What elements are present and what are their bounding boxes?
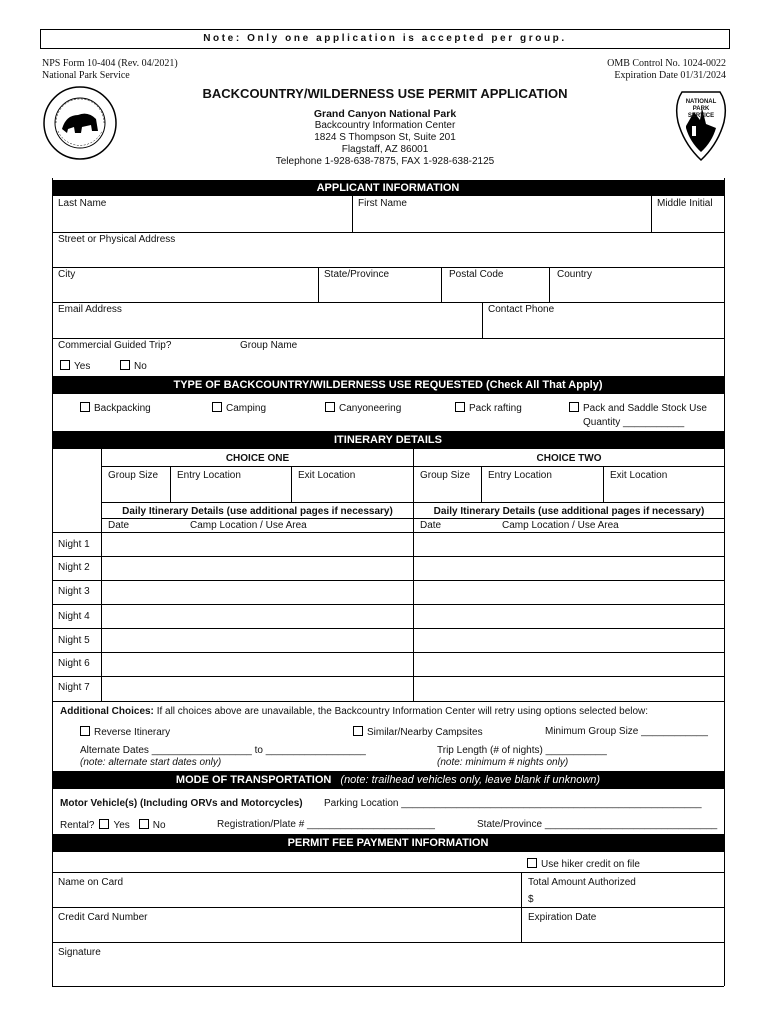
rental-yes-checkbox[interactable] [99, 819, 109, 829]
payment-heading: PERMIT FEE PAYMENT INFORMATION [52, 834, 724, 852]
vehicle-state-field[interactable]: State/Province _______________________________ [477, 819, 718, 830]
choice-two-camp-header: Camp Location / Use Area [502, 520, 619, 531]
email-field[interactable]: Email Address [58, 304, 122, 315]
office-name: Backcountry Information Center [314, 120, 456, 131]
pack-rafting-label: Pack rafting [469, 403, 522, 414]
choice-two-group-size[interactable]: Group Size [420, 470, 471, 481]
stock-use-checkbox[interactable] [569, 402, 579, 412]
choice-two-date-header: Date [420, 520, 442, 531]
night-7-label: Night 7 [58, 682, 90, 693]
postal-code-field[interactable]: Postal Code [449, 269, 504, 280]
guided-no-checkbox[interactable] [120, 360, 130, 370]
expiration-date: Expiration Date 01/31/2024 [614, 70, 726, 81]
similar-campsites-label: Similar/Nearby Campsites [367, 727, 483, 738]
group-name-field[interactable]: Group Name [240, 340, 298, 351]
transport-heading-note: (note: trailhead vehicles only, leave blank if unknown) [340, 774, 601, 786]
motor-vehicle-label: Motor Vehicle(s) (Including ORVs and Motorcycles) [60, 798, 303, 809]
agency-name: National Park Service [42, 70, 130, 81]
reverse-itinerary-label: Reverse Itinerary [94, 727, 171, 738]
transport-heading [52, 771, 724, 789]
street-address-field[interactable]: Street or Physical Address [58, 234, 176, 245]
applicant-heading: APPLICANT INFORMATION [52, 180, 724, 196]
trip-length-field[interactable]: Trip Length (# of nights) ___________ [437, 745, 607, 756]
alternate-dates-note: (note: alternate start dates only) [80, 757, 222, 768]
additional-choices-label: Additional Choices: [60, 706, 154, 717]
stock-quantity-field[interactable]: Quantity ___________ [583, 417, 685, 428]
canyoneering-label: Canyoneering [339, 403, 402, 414]
night-6-label: Night 6 [58, 658, 90, 669]
name-on-card-field[interactable]: Name on Card [58, 877, 124, 888]
rental-no-checkbox[interactable] [139, 819, 149, 829]
total-amount-field[interactable]: Total Amount Authorized [528, 877, 636, 888]
rental-label: Rental? [60, 820, 95, 831]
reverse-itinerary-checkbox[interactable] [80, 726, 90, 736]
night-5-label: Night 5 [58, 635, 90, 646]
office-street: 1824 S Thompson St, Suite 201 [314, 132, 456, 143]
choice-one-exit[interactable]: Exit Location [298, 470, 356, 481]
parking-location-field[interactable]: Parking Location ______________________________________________________ [324, 798, 702, 809]
city-field[interactable]: City [58, 269, 76, 280]
notice-box [40, 29, 730, 49]
backpacking-checkbox[interactable] [80, 402, 90, 412]
camping-checkbox[interactable] [212, 402, 222, 412]
omb-number: OMB Control No. 1024-0022 [607, 58, 726, 69]
transport-heading-text: MODE OF TRANSPORTATION [175, 774, 332, 786]
backpacking-label: Backpacking [94, 403, 151, 414]
office-city: Flagstaff, AZ 86001 [341, 144, 429, 155]
country-field[interactable]: Country [557, 269, 593, 280]
guided-yes-checkbox[interactable] [60, 360, 70, 370]
page-title: BACKCOUNTRY/WILDERNESS USE PERMIT APPLICATION [202, 86, 568, 101]
choice-one-heading: CHOICE ONE [225, 453, 290, 464]
nps-arrowhead-icon [672, 88, 730, 162]
guided-trip-label: Commercial Guided Trip? [58, 340, 172, 351]
choice-two-exit[interactable]: Exit Location [610, 470, 668, 481]
choice-two-entry[interactable]: Entry Location [488, 470, 552, 481]
middle-initial-field[interactable]: Middle Initial [657, 198, 713, 209]
card-expiration-field[interactable]: Expiration Date [528, 912, 597, 923]
choice-two-heading: CHOICE TWO [536, 453, 602, 464]
min-group-size-field[interactable]: Minimum Group Size ____________ [545, 726, 708, 737]
similar-campsites-checkbox[interactable] [353, 726, 363, 736]
choice-one-date-header: Date [108, 520, 130, 531]
hiker-credit-checkbox[interactable] [527, 858, 537, 868]
pack-rafting-checkbox[interactable] [455, 402, 465, 412]
guided-no-label: No [134, 361, 147, 372]
nps-badge-line3: SERVICE [687, 113, 715, 119]
choice-one-daily-heading: Daily Itinerary Details (use additional pages if necessary) [122, 506, 393, 517]
alternate-dates-field[interactable]: Alternate Dates __________________ to __________________ [80, 745, 366, 756]
last-name-field[interactable]: Last Name [58, 198, 107, 209]
additional-choices-text: If all choices above are unavailable, the Backcountry Information Center will retry using options selected below: [156, 706, 649, 717]
choice-one-group-size[interactable]: Group Size [108, 470, 159, 481]
use-type-heading: TYPE OF BACKCOUNTRY/WILDERNESS USE REQUESTED (Check All That Apply) [52, 376, 724, 394]
dollar-sign: $ [528, 894, 534, 905]
night-4-label: Night 4 [58, 611, 90, 622]
contact-phone-field[interactable]: Contact Phone [488, 304, 555, 315]
doi-seal-icon [42, 85, 118, 161]
trip-length-note: (note: minimum # nights only) [437, 757, 569, 768]
registration-field[interactable]: Registration/Plate # _______________________ [217, 819, 435, 830]
state-field[interactable]: State/Province [324, 269, 390, 280]
hiker-credit-label: Use hiker credit on file [541, 859, 640, 870]
nps-badge-line1: NATIONAL [685, 99, 717, 105]
canyoneering-checkbox[interactable] [325, 402, 335, 412]
choice-one-entry[interactable]: Entry Location [177, 470, 241, 481]
first-name-field[interactable]: First Name [358, 198, 407, 209]
signature-field[interactable]: Signature [58, 947, 101, 958]
rental-no-label: No [152, 820, 166, 831]
itinerary-heading: ITINERARY DETAILS [52, 431, 724, 449]
form-number: NPS Form 10-404 (Rev. 04/2021) [42, 58, 178, 69]
stock-use-label: Pack and Saddle Stock Use [583, 403, 707, 414]
credit-card-number-field[interactable]: Credit Card Number [58, 912, 148, 923]
notice-text: Note: Only one application is accepted per group. [203, 33, 567, 44]
camping-label: Camping [226, 403, 267, 414]
night-1-label: Night 1 [58, 539, 90, 550]
park-name: Grand Canyon National Park [313, 108, 457, 120]
night-2-label: Night 2 [58, 562, 90, 573]
rental-yes-label: Yes [113, 820, 130, 831]
night-3-label: Night 3 [58, 586, 90, 597]
choice-one-camp-header: Camp Location / Use Area [190, 520, 307, 531]
nps-badge-line2: PARK [692, 106, 710, 112]
office-phone: Telephone 1-928-638-7875, FAX 1-928-638-2125 [275, 156, 495, 167]
choice-two-daily-heading: Daily Itinerary Details (use additional pages if necessary) [433, 506, 705, 517]
guided-yes-label: Yes [74, 361, 91, 372]
